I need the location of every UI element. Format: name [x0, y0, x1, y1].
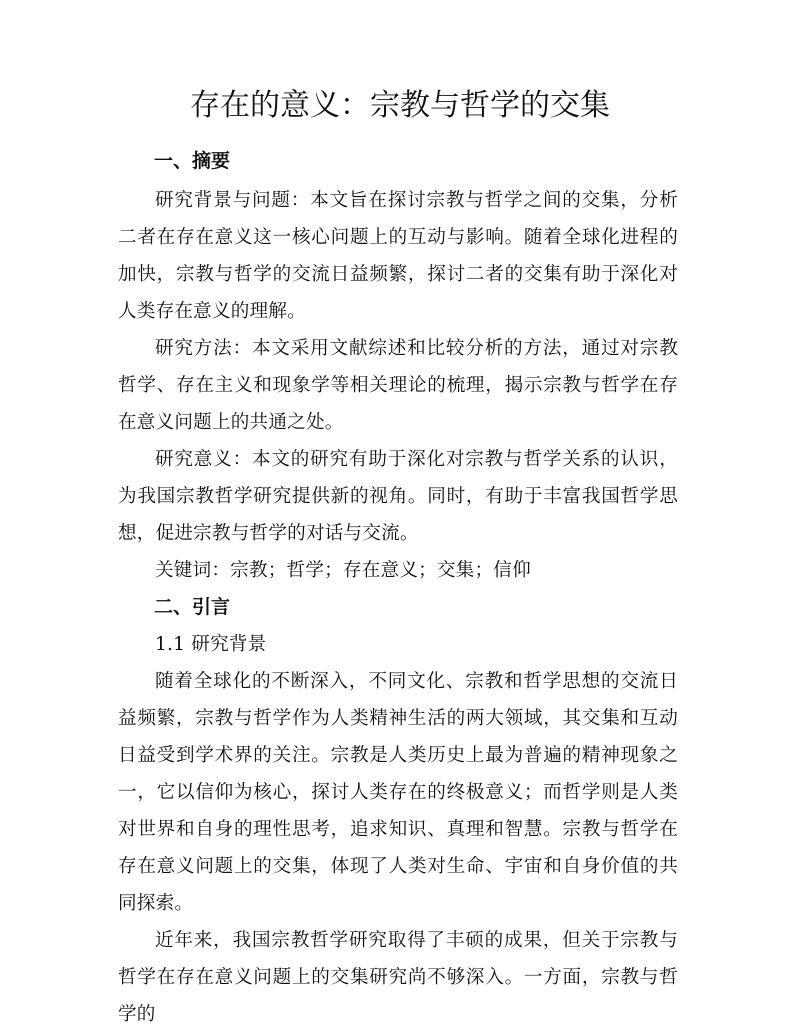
- intro-paragraph-1: 随着全球化的不断深入，不同文化、宗教和哲学思想的交流日益频繁，宗教与哲学作为人类精神生活的两大领域，其交集和互动日益受到学术界的关注。宗教是人类历史上最为普遍的精神现象之一，它以信仰为核心，探讨人类存在的终极意义；而哲学则是人类对世界和自身的理性思考，追求知识、真理和智慧。宗教与哲学在存在意义问题上的交集，体现了人类对生命、宇宙和自身价值的共同探索。: [118, 671, 678, 914]
- document-title: 存在的意义：宗教与哲学的交集: [190, 88, 610, 123]
- significance-paragraph: 研究意义：本文的研究有助于深化对宗教与哲学关系的认识，为我国宗教哲学研究提供新的视角。同时，有助于丰富我国哲学思想，促进宗教与哲学的对话与交流。: [118, 449, 678, 544]
- document-body: [118, 148, 678, 1033]
- abstract-heading: 一、摘要: [154, 150, 231, 172]
- intro-heading: 二、引言: [154, 596, 231, 618]
- method-paragraph: 研究方法：本文采用文献综述和比较分析的方法，通过对宗教哲学、存在主义和现象学等相关理论的梳理，揭示宗教与哲学在存在意义问题上的共通之处。: [118, 338, 678, 433]
- keywords-line: 关键词：宗教；哲学；存在意义；交集；信仰: [155, 560, 531, 581]
- background-paragraph: 研究背景与问题：本文旨在探讨宗教与哲学之间的交集，分析二者在存在意义这一核心问题上的互动与影响。随着全球化进程的加快，宗教与哲学的交流日益频繁，探讨二者的交集有助于深化对人类存在意义的理解。: [118, 190, 678, 322]
- intro-paragraph-2: 近年来，我国宗教哲学研究取得了丰硕的成果，但关于宗教与哲学在存在意义问题上的交集研究尚不够深入。一方面，宗教与哲学的: [118, 930, 678, 1025]
- subsection-heading: 1.1 研究背景: [155, 634, 267, 655]
